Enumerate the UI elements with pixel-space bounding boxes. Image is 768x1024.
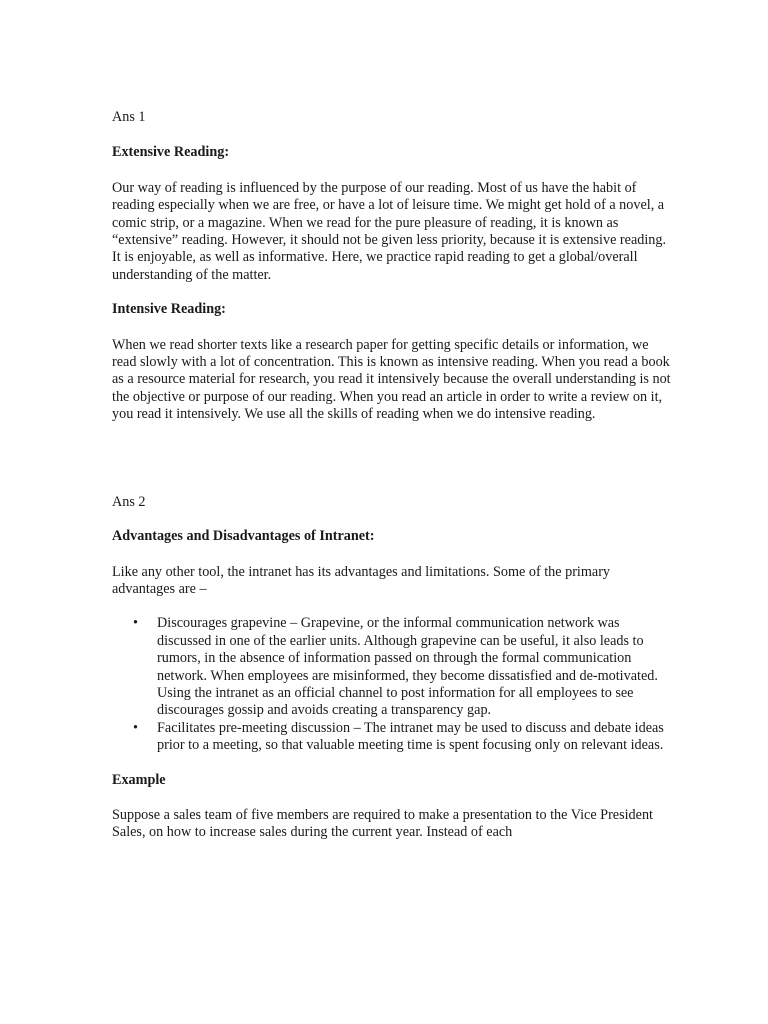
bullet-icon: •	[133, 719, 138, 736]
list-item	[133, 615, 672, 719]
intranet-heading: Advantages and Disadvantages of Intranet:	[112, 528, 375, 545]
intranet-intro-paragraph: Like any other tool, the intranet has its advantages and limitations. Some of the primary advantages are –	[112, 563, 611, 597]
bullet-icon: •	[133, 615, 138, 632]
answer-1-label: Ans 1	[112, 109, 146, 125]
example-paragraph: Suppose a sales team of five members are required to make a presentation to the Vice President Sales, on how to increase sales during the current year. Instead of each	[112, 806, 653, 841]
answer-2-label: Ans 2	[112, 493, 146, 510]
intensive-reading-paragraph: When we read shorter texts like a research paper for getting specific details or information, we read slowly with a lot of concentration. This is known as intensive reading. When you read a book as a resource material for research, you read it intensively because the overall understanding is not the objective or purpose of our reading. When you read an article in order to write a review on it, you read it intensively. We use all the skills of reading when we do intensive reading.	[112, 336, 671, 423]
list-item-text: Facilitates pre-meeting discussion – The intranet may be used to discuss and debate ideas prior to a meeting, so that valuable meeting time is spent focusing only on relevant ideas.	[157, 719, 664, 754]
advantages-list	[112, 615, 672, 754]
list-item-text: Discourages grapevine – Grapevine, or the informal communication network was discussed in one of the earlier units. Although grapevine can be useful, it also leads to rumors, in the absence of information passed on through the formal communication network. When employees are misinformed, they become dissatisfied and de-motivated. Using the intranet as an official channel to post information for all employees to see discourages gossip and avoids creating a transparency gap.	[157, 615, 658, 719]
example-heading: Example	[112, 771, 166, 788]
intensive-reading-heading: Intensive Reading:	[112, 301, 226, 318]
extensive-reading-heading: Extensive Reading:	[112, 144, 230, 161]
extensive-reading-paragraph: Our way of reading is influenced by the purpose of our reading. Most of us have the habit of reading especially when we are free, or have a lot of leisure time. We might get hold of a novel, a comic strip, or a magazine. When we read for the pure pleasure of reading, it is known as “extensive” reading. However, it should not be given less priority, because it is extensive reading. It is enjoyable, as well as informative. Here, we practice rapid reading to get a global/overall understanding of the matter.	[112, 179, 667, 283]
document-page	[112, 109, 672, 842]
list-item	[133, 719, 672, 755]
